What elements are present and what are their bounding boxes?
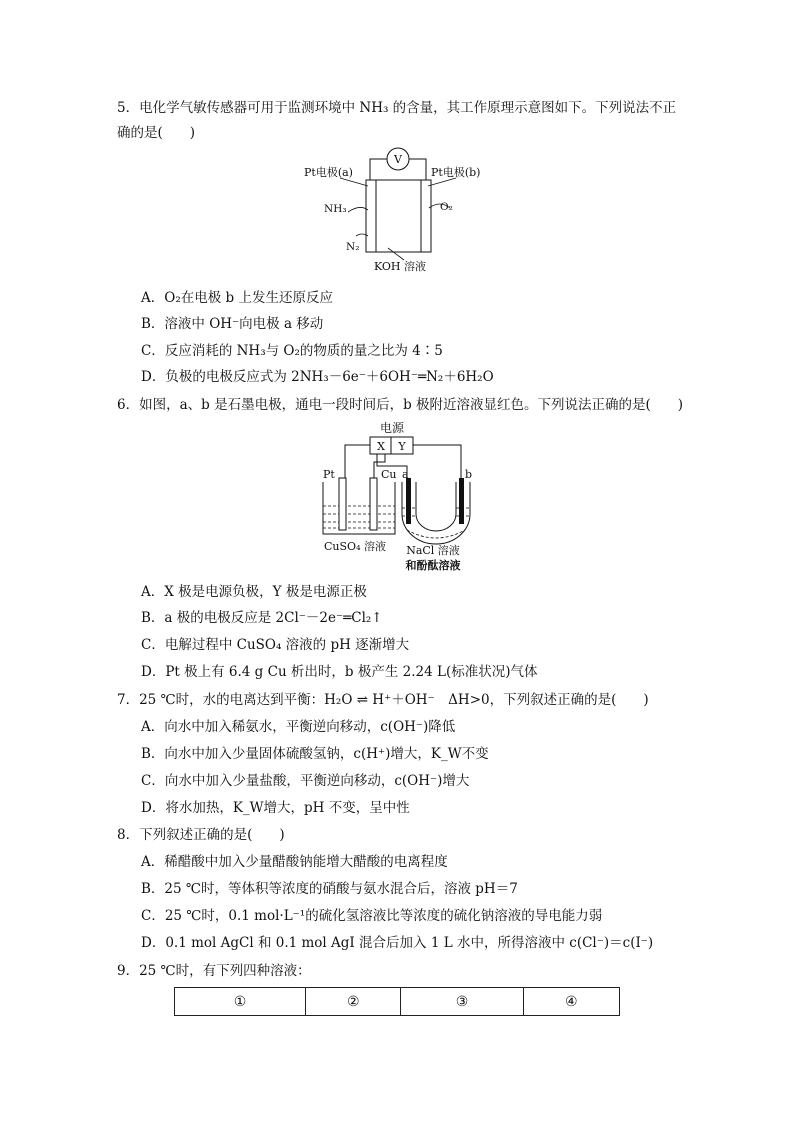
q6-option-c[interactable]: C．电解过程中 CuSO₄ 溶液的 pH 逐渐增大 bbox=[141, 637, 410, 653]
q7-option-d[interactable]: D．将水加热，K_W增大，pH 不变，呈中性 bbox=[141, 800, 410, 816]
q6-option-d[interactable]: D．Pt 极上有 6.4 g Cu 析出时，b 极产生 2.24 L(标准状况)气体 bbox=[141, 664, 538, 680]
q8-option-c[interactable]: C．25 ℃时，0.1 mol·L⁻¹的硫化氢溶液比等浓度的硫化钠溶液的导电能力弱 bbox=[141, 908, 603, 924]
pt-electrode-b-label: Pt电极(b) bbox=[431, 166, 481, 179]
x-terminal-label: X bbox=[377, 440, 385, 453]
pt-electrode-a-label: Pt电极(a) bbox=[304, 166, 353, 179]
table-header-cell: ② bbox=[306, 988, 401, 1016]
q5-option-c[interactable]: C．反应消耗的 NH₃与 O₂的物质的量之比为 4∶5 bbox=[141, 343, 443, 359]
q7-option-c[interactable]: C．向水中加入少量盐酸，平衡逆向移动，c(OH⁻)增大 bbox=[141, 773, 470, 789]
q6-option-b[interactable]: B．a 极的电极反应是 2Cl⁻－2e⁻═Cl₂↑ bbox=[141, 610, 383, 626]
q5-option-d[interactable]: D．负极的电极反应式为 2NH₃－6e⁻＋6OH⁻═N₂＋6H₂O bbox=[141, 369, 494, 385]
q6-stem: 6．如图，a、b 是石墨电极，通电一段时间后，b 极附近溶液显红色。下列说法正确的是( ) bbox=[117, 397, 684, 413]
q8-option-d[interactable]: D．0.1 mol AgCl 和 0.1 mol AgI 混合后加入 1 L 水中，所得溶液中 c(Cl⁻)＝c(I⁻) bbox=[141, 935, 654, 951]
q7-option-a[interactable]: A．向水中加入稀氨水，平衡逆向移动，c(OH⁻)降低 bbox=[141, 719, 456, 735]
q6-electrolysis-diagram bbox=[315, 416, 485, 578]
q6-option-a[interactable]: A．X 极是电源负极，Y 极是电源正极 bbox=[141, 584, 367, 600]
table-header-cell: ① bbox=[175, 988, 306, 1016]
koh-solution-label: KOH 溶液 bbox=[373, 260, 427, 273]
table-header-cell: ④ bbox=[523, 988, 619, 1016]
cu-label: Cu bbox=[381, 468, 397, 481]
phenolphthalein-label: 和酚酞溶液 bbox=[405, 559, 461, 572]
q7-stem: 7．25 ℃时，水的电离达到平衡：H₂O ⇌ H⁺＋OH⁻ ΔH>0，下列叙述正确的是( ) bbox=[117, 692, 649, 708]
n2-label: N₂ bbox=[346, 241, 360, 253]
q5-stem-line2: 确的是( ) bbox=[117, 125, 196, 141]
pt-label: Pt bbox=[323, 468, 335, 481]
electrode-a-label: a bbox=[402, 468, 409, 481]
q9-stem: 9．25 ℃时，有下列四种溶液： bbox=[117, 963, 311, 979]
y-terminal-label: Y bbox=[398, 440, 406, 453]
q8-option-a[interactable]: A．稀醋酸中加入少量醋酸钠能增大醋酸的电离程度 bbox=[141, 854, 448, 870]
q5-option-a[interactable]: A．O₂在电极 b 上发生还原反应 bbox=[141, 290, 333, 306]
q9-solutions-table bbox=[174, 987, 620, 1016]
q8-stem: 8．下列叙述正确的是( ) bbox=[117, 827, 285, 843]
cuso4-solution-label: CuSO₄ 溶液 bbox=[324, 540, 386, 553]
q8-option-b[interactable]: B．25 ℃时，等体积等浓度的硝酸与氨水混合后，溶液 pH＝7 bbox=[141, 881, 518, 897]
nacl-solution-label: NaCl 溶液 bbox=[406, 544, 460, 557]
q5-stem-line1: 5．电化学气敏传感器可用于监测环境中 NH₃ 的含量，其工作原理示意图如下。下列说法不正 bbox=[117, 100, 677, 116]
q5-option-b[interactable]: B．溶液中 OH⁻向电极 a 移动 bbox=[141, 316, 324, 332]
nh3-label: NH₃ bbox=[324, 203, 347, 215]
table-row bbox=[175, 988, 620, 1016]
voltmeter-label: V bbox=[394, 153, 402, 166]
electrode-b-label: b bbox=[465, 468, 473, 481]
power-source-label: 电源 bbox=[379, 421, 405, 435]
table-header-cell: ③ bbox=[401, 988, 523, 1016]
q7-option-b[interactable]: B．向水中加入少量固体硫酸氢钠，c(H⁺)增大，K_W不变 bbox=[141, 746, 489, 762]
q5-sensor-diagram bbox=[300, 146, 500, 278]
o2-label: O₂ bbox=[440, 201, 453, 213]
